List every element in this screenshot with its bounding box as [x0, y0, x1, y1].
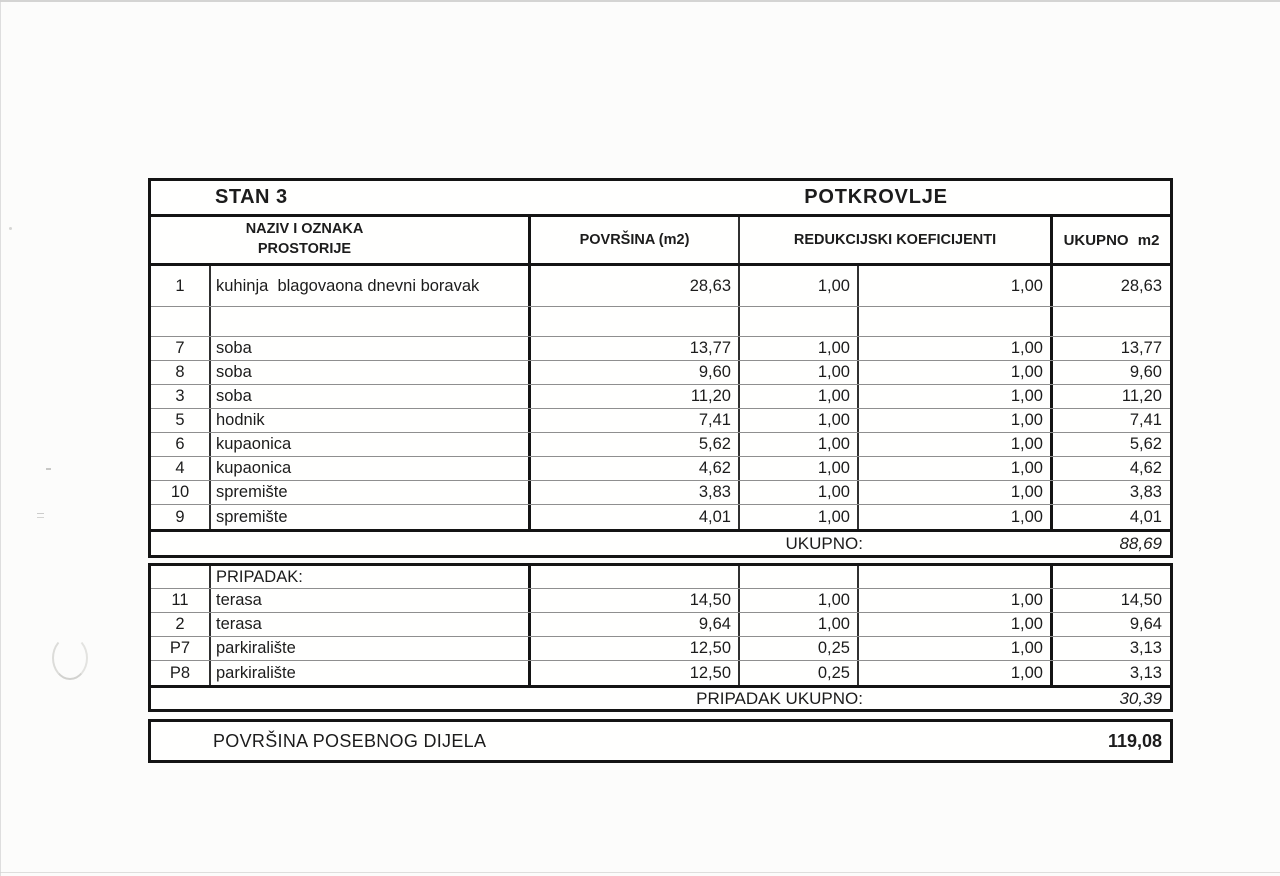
table-row: [151, 637, 1170, 661]
room-area: 9,64: [531, 613, 740, 636]
room-name: spremište: [211, 505, 531, 529]
room-name: kuhinja blagovaona dnevni boravak: [211, 266, 531, 306]
room-name: terasa: [211, 589, 531, 612]
table-row: [151, 589, 1170, 613]
grand-total-box: [148, 719, 1173, 763]
room-coef2: 1,00: [859, 385, 1053, 408]
room-coef2: 1,00: [859, 613, 1053, 636]
apartment-title: STAN 3: [215, 186, 288, 208]
room-coef2: 1,00: [859, 589, 1053, 612]
room-area: 12,50: [531, 637, 740, 660]
room-id: 1: [151, 266, 211, 306]
room-name: kupaonica: [211, 457, 531, 480]
room-total: 5,62: [1129, 435, 1162, 453]
room-id: P8: [151, 661, 211, 685]
scan-speck: [9, 227, 12, 230]
room-coef1: 0,25: [740, 661, 859, 685]
room-name: hodnik: [211, 409, 531, 432]
ukupno-label: UKUPNO:: [785, 533, 863, 553]
ukupno-row: [151, 529, 1170, 555]
room-coef1: 1,00: [740, 457, 859, 480]
table-row: [151, 409, 1170, 433]
room-area: 11,20: [531, 385, 740, 408]
room-total: 28,63: [1120, 276, 1162, 295]
grand-total-value: 119,08: [1107, 730, 1162, 751]
room-area: 4,01: [531, 505, 740, 529]
room-coef1: 1,00: [740, 481, 859, 504]
table-row: [151, 433, 1170, 457]
room-area: 28,63: [531, 266, 740, 306]
room-coef1: 1,00: [740, 589, 859, 612]
table-row: [151, 266, 1170, 307]
table-row: [151, 661, 1170, 685]
ukupno-value: 88,69: [1119, 533, 1162, 553]
room-coef2: 1,00: [859, 433, 1053, 456]
grand-total-label: POVRŠINA POSEBNOG DIJELA: [213, 730, 487, 751]
room-name: terasa: [211, 613, 531, 636]
pripadak-header-label: PRIPADAK:: [211, 566, 531, 588]
room-coef2: 1,00: [859, 481, 1053, 504]
scan-edge-bottom: [0, 872, 1280, 873]
room-id: 7: [151, 337, 211, 360]
pripadak-ukupno-row: [151, 685, 1170, 709]
room-coef2: 1,00: [859, 457, 1053, 480]
room-area: 13,77: [531, 337, 740, 360]
room-total: 3,13: [1129, 639, 1162, 657]
table-row: [151, 385, 1170, 409]
room-total: 3,13: [1129, 663, 1162, 682]
room-id: 5: [151, 409, 211, 432]
table-row: [151, 481, 1170, 505]
room-coef1: 1,00: [740, 409, 859, 432]
table-row: [151, 613, 1170, 637]
scan-speck: [46, 468, 51, 470]
room-coef2: 1,00: [859, 409, 1053, 432]
room-id: 10: [151, 481, 211, 504]
table-row: [151, 337, 1170, 361]
room-name: kupaonica: [211, 433, 531, 456]
pripadak-header-row: [151, 566, 1170, 589]
room-coef1: 1,00: [740, 613, 859, 636]
room-id: 2: [151, 613, 211, 636]
area-calculation-sheet: [148, 178, 1173, 763]
room-total: 7,41: [1129, 411, 1162, 429]
room-id: 4: [151, 457, 211, 480]
room-coef2: 1,00: [859, 505, 1053, 529]
room-id: 3: [151, 385, 211, 408]
pripadak-ukupno-label: PRIPADAK UKUPNO:: [696, 688, 863, 708]
room-name: parkiralište: [211, 661, 531, 685]
column-header-coefficients: REDUKCIJSKI KOEFICIJENTI: [740, 217, 1053, 263]
room-coef1: 1,00: [740, 337, 859, 360]
scan-edge-left: [0, 0, 1, 876]
room-area: 3,83: [531, 481, 740, 504]
scan-edge-top: [0, 0, 1280, 2]
room-area: 4,62: [531, 457, 740, 480]
column-header-name: [151, 217, 531, 263]
room-total: 4,62: [1129, 459, 1162, 477]
room-name: spremište: [211, 481, 531, 504]
room-coef2: 1,00: [859, 637, 1053, 660]
room-name: parkiralište: [211, 637, 531, 660]
room-area: 7,41: [531, 409, 740, 432]
room-id: 8: [151, 361, 211, 384]
room-coef2: 1,00: [859, 361, 1053, 384]
table-row: [151, 505, 1170, 529]
room-coef2: 1,00: [859, 337, 1053, 360]
pripadak-ukupno-value: 30,39: [1119, 688, 1162, 708]
room-name: soba: [211, 337, 531, 360]
room-coef1: 0,25: [740, 637, 859, 660]
room-area: 5,62: [531, 433, 740, 456]
column-header-area: POVRŠINA (m2): [531, 217, 740, 263]
room-coef2: 1,00: [859, 661, 1053, 685]
room-coef1: 1,00: [740, 266, 859, 306]
room-id: 6: [151, 433, 211, 456]
pen-mark-curve: [52, 636, 88, 680]
room-total: 9,60: [1129, 363, 1162, 381]
room-total: 4,01: [1129, 507, 1162, 526]
room-coef1: 1,00: [740, 433, 859, 456]
room-area: 9,60: [531, 361, 740, 384]
column-header-name-line2: PROSTORIJE: [257, 241, 352, 257]
table-row-spacer: [151, 307, 1170, 337]
column-header-total: UKUPNO m2: [1063, 231, 1160, 249]
room-name: soba: [211, 385, 531, 408]
table-row: [151, 361, 1170, 385]
main-table: [148, 178, 1173, 558]
room-coef1: 1,00: [740, 385, 859, 408]
room-area: 14,50: [531, 589, 740, 612]
room-area: 12,50: [531, 661, 740, 685]
table-row: [151, 457, 1170, 481]
pripadak-table: [148, 563, 1173, 712]
column-header-row: [151, 217, 1170, 266]
room-total: 14,50: [1120, 591, 1162, 609]
room-coef1: 1,00: [740, 505, 859, 529]
room-total: 11,20: [1121, 387, 1162, 405]
room-total: 13,77: [1120, 339, 1162, 357]
column-header-name-line1: NAZIV I OZNAKA: [245, 221, 364, 238]
room-coef1: 1,00: [740, 361, 859, 384]
floor-title: POTKROVLJE: [804, 186, 948, 208]
room-name: soba: [211, 361, 531, 384]
table-body: [151, 266, 1170, 529]
room-id: 11: [151, 589, 211, 612]
room-total: 9,64: [1129, 615, 1162, 633]
room-total: 3,83: [1129, 483, 1162, 501]
room-id: 9: [151, 505, 211, 529]
room-id: P7: [151, 637, 211, 660]
room-coef2: 1,00: [859, 266, 1053, 306]
table-title-row: [151, 181, 1170, 217]
scan-speck: [37, 513, 44, 518]
